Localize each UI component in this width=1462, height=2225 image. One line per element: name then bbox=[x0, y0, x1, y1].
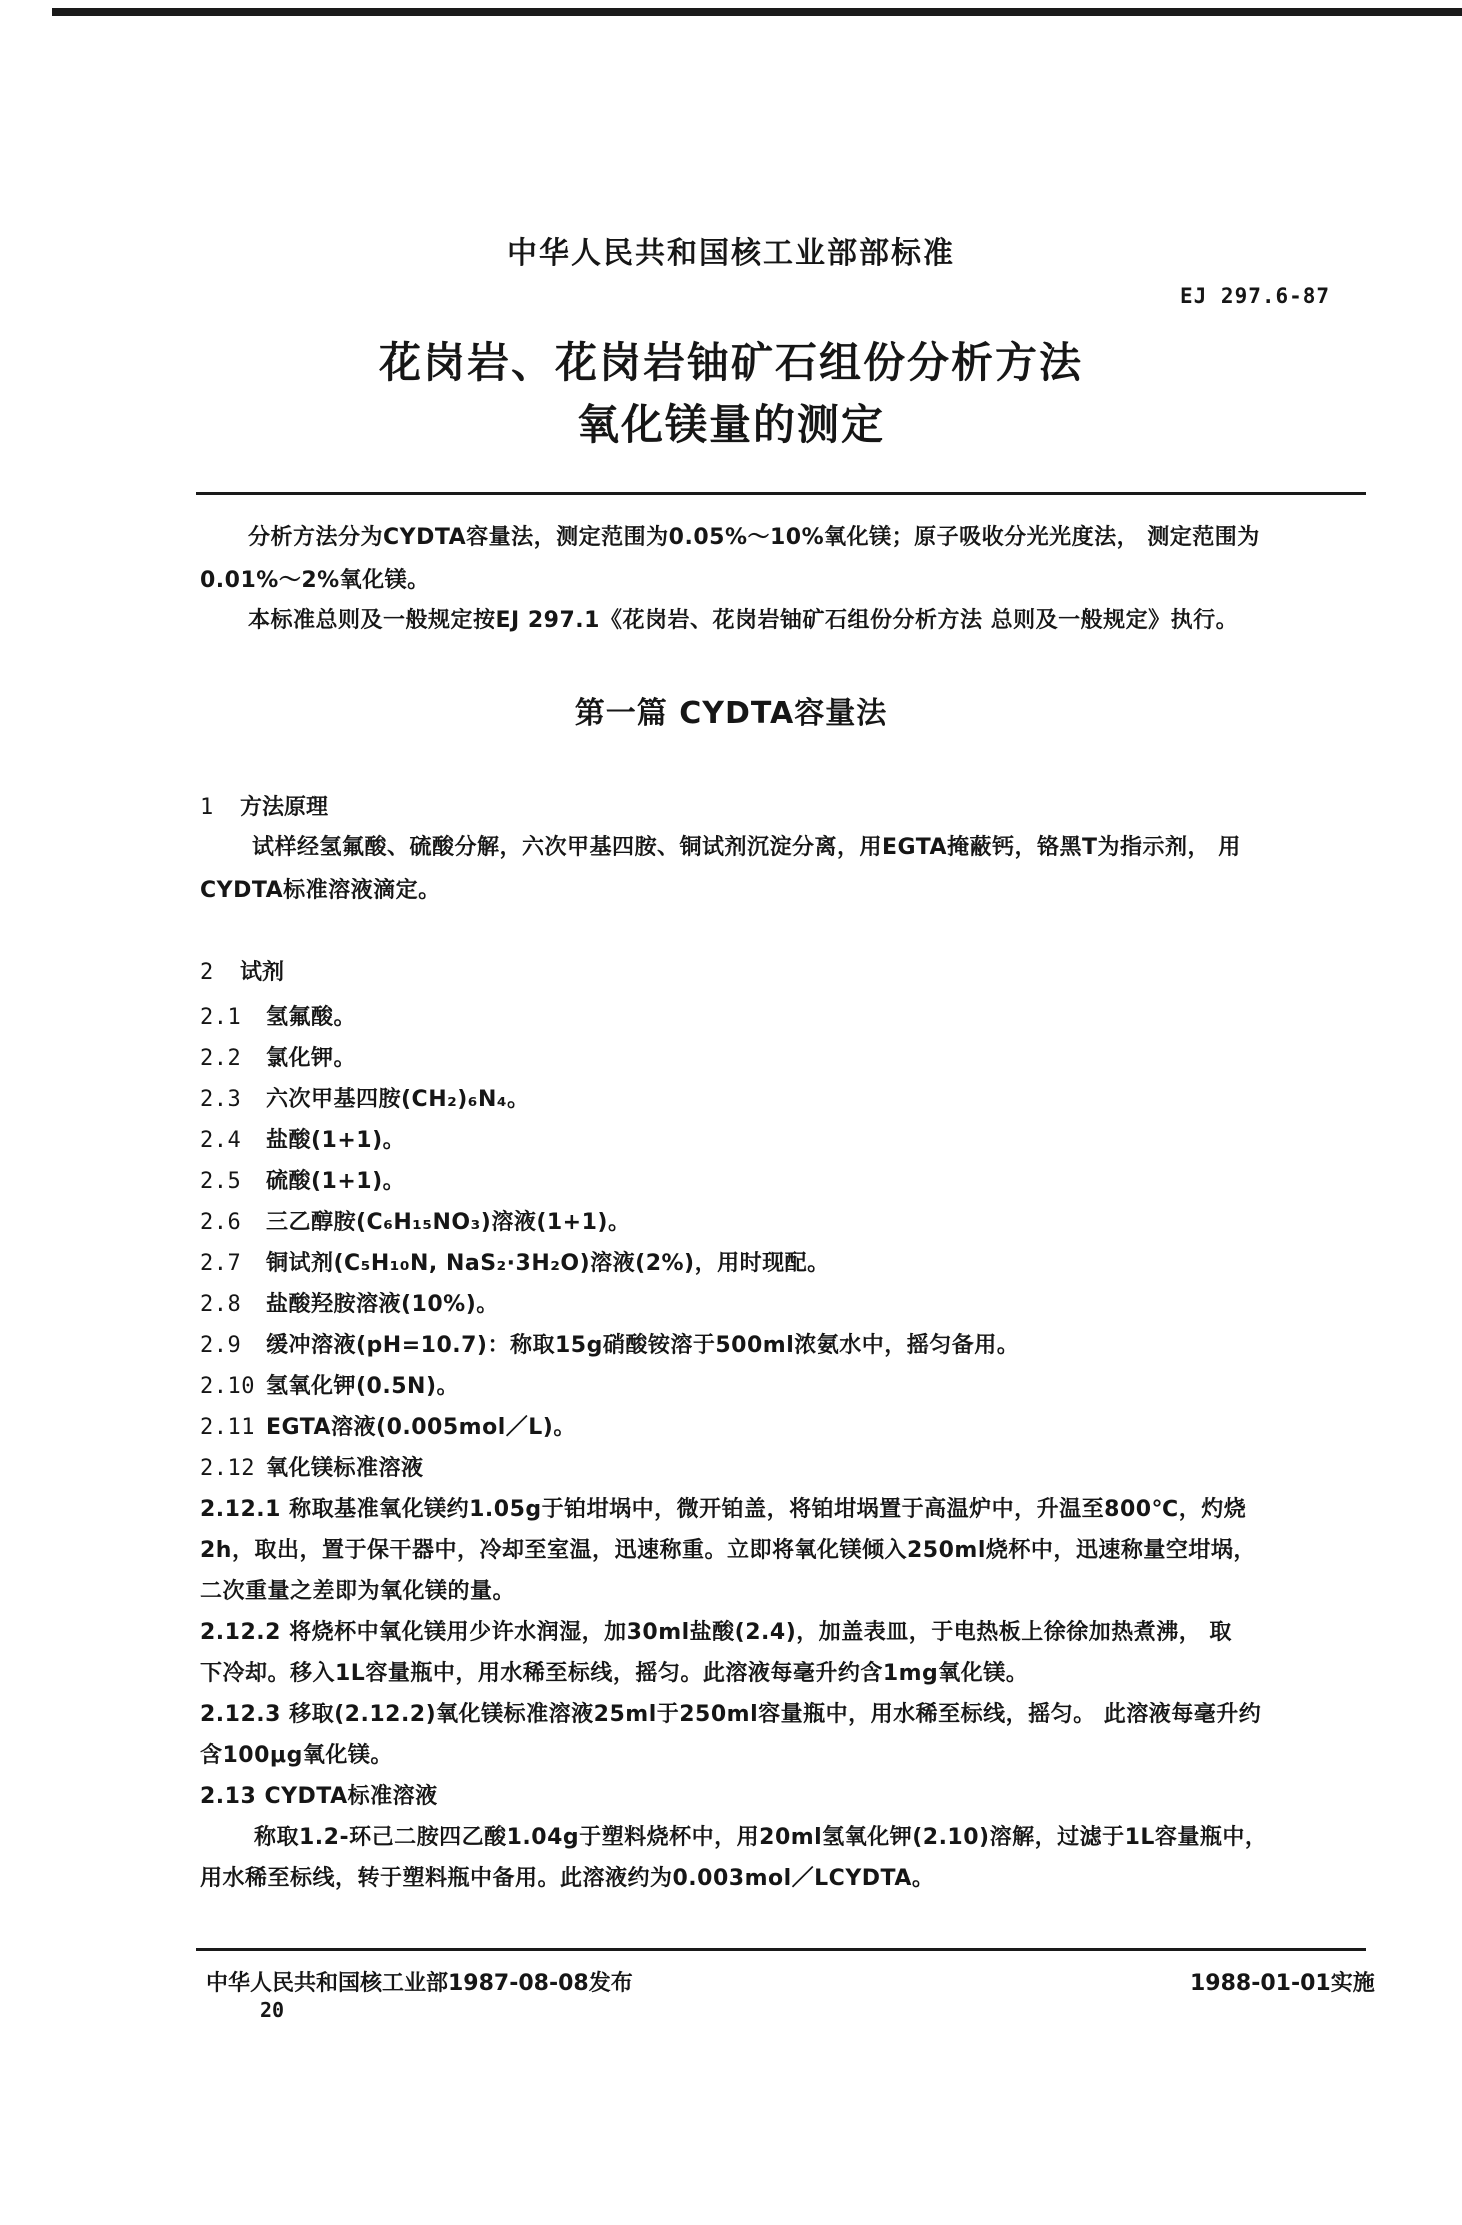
item-text: 硫酸(1+1)。 bbox=[266, 1169, 406, 1194]
issuing-agency: 中华人民共和国核工业部部标准 bbox=[507, 236, 955, 271]
item-text: 三乙醇胺(C₆H₁₅NO₃)溶液(1+1)。 bbox=[266, 1210, 631, 1235]
clause-2-12-3-line-2: 含100μg氧化镁。 bbox=[200, 1743, 393, 1768]
list-item bbox=[200, 1246, 830, 1277]
clause-2-12-2-line-1: 2.12.2 将烧杯中氧化镁用少许水润湿，加30ml盐酸(2.4)，加盖表皿，于电热板上徐徐加热煮沸， 取 bbox=[200, 1620, 1232, 1645]
footer-rule bbox=[196, 1948, 1366, 1951]
section-title: 第一篇 CYDTA容量法 bbox=[574, 696, 888, 731]
list-item bbox=[200, 1369, 459, 1400]
principle-number: 1 bbox=[200, 795, 214, 820]
standard-code: EJ 297.6-87 bbox=[1180, 284, 1331, 308]
clause-2-13-line-1: 称取1.2-环己二胺四乙酸1.04g于塑料烧杯中，用20ml氢氧化钾(2.10)溶解，过滤于1L容量瓶中， bbox=[254, 1825, 1268, 1850]
intro-line-1: 分析方法分为CYDTA容量法，测定范围为0.05%～10%氧化镁；原子吸收分光光度法， 测定范围为 bbox=[248, 525, 1260, 550]
reagents-heading-text: 试剂 bbox=[240, 960, 285, 985]
principle-line-2: CYDTA标准溶液滴定。 bbox=[200, 878, 441, 903]
item-number: 2.10 bbox=[200, 1374, 255, 1399]
item-number: 2.7 bbox=[200, 1251, 242, 1276]
item-text: 氧化镁标准溶液 bbox=[266, 1456, 424, 1481]
item-text: 铜试剂(C₅H₁₀N, NaS₂·3H₂O)溶液(2%)，用时现配。 bbox=[266, 1251, 830, 1276]
list-item bbox=[200, 1000, 356, 1031]
effective-date: 1988-01-01实施 bbox=[1190, 1971, 1375, 1996]
list-item bbox=[200, 1287, 499, 1318]
list-item bbox=[200, 1205, 630, 1236]
item-text: 缓冲溶液(pH=10.7)：称取15g硝酸铵溶于500ml浓氨水中，摇匀备用。 bbox=[266, 1333, 1020, 1358]
clause-2-12-3-line-1: 2.12.3 移取(2.12.2)氧化镁标准溶液25ml于250ml容量瓶中，用水稀至标线，摇匀。 此溶液每毫升约 bbox=[200, 1702, 1262, 1727]
intro-line-3: 本标准总则及一般规定按EJ 297.1《花岗岩、花岗岩铀矿石组份分析方法 总则及一般规定》执行。 bbox=[248, 608, 1239, 633]
list-item bbox=[200, 1451, 424, 1482]
item-text: 氢氧化钾(0.5N)。 bbox=[266, 1374, 459, 1399]
issue-date: 中华人民共和国核工业部1987-08-08发布 bbox=[206, 1971, 633, 1996]
item-number: 2.3 bbox=[200, 1087, 242, 1112]
list-item bbox=[200, 1123, 405, 1154]
item-text: 氢氟酸。 bbox=[266, 1005, 357, 1030]
clause-2-13-line-2: 用水稀至标线，转于塑料瓶中备用。此溶液约为0.003mol／LCYDTA。 bbox=[200, 1866, 935, 1891]
list-item bbox=[200, 1410, 576, 1441]
clause-2-12-1-line-1: 2.12.1 称取基准氧化镁约1.05g于铂坩埚中，微开铂盖，将铂坩埚置于高温炉中，升温至800℃，灼烧 bbox=[200, 1497, 1247, 1522]
clause-2-13-heading: 2.13 CYDTA标准溶液 bbox=[200, 1784, 438, 1809]
item-text: EGTA溶液(0.005mol／L)。 bbox=[266, 1415, 576, 1440]
top-border-rule bbox=[52, 8, 1462, 16]
clause-2-12-1-line-3: 二次重量之差即为氧化镁的量。 bbox=[200, 1579, 516, 1604]
item-number: 2.4 bbox=[200, 1128, 242, 1153]
list-item bbox=[200, 1328, 1019, 1359]
item-number: 2.8 bbox=[200, 1292, 242, 1317]
item-text: 盐酸羟胺溶液(10%)。 bbox=[266, 1292, 499, 1317]
list-item bbox=[200, 1164, 405, 1195]
principle-heading-text: 方法原理 bbox=[240, 795, 329, 820]
item-number: 2.2 bbox=[200, 1046, 242, 1071]
list-item bbox=[200, 1082, 530, 1113]
clause-2-12-2-line-2: 下冷却。移入1L容量瓶中，用水稀至标线，摇匀。此溶液每毫升约含1mg氧化镁。 bbox=[200, 1661, 1029, 1686]
clause-2-12-1-line-2: 2h，取出，置于保干器中，冷却至室温，迅速称重。立即将氧化镁倾入250ml烧杯中，迅速称量空坩埚， bbox=[200, 1538, 1256, 1563]
item-number: 2.12 bbox=[200, 1456, 255, 1481]
item-number: 2.5 bbox=[200, 1169, 242, 1194]
principle-heading bbox=[200, 790, 328, 821]
item-number: 2.11 bbox=[200, 1415, 255, 1440]
document-subtitle: 氧化镁量的测定 bbox=[576, 400, 885, 449]
list-item bbox=[200, 1041, 356, 1072]
page-number: 20 bbox=[260, 1998, 285, 2022]
reagents-heading bbox=[200, 955, 284, 986]
item-text: 盐酸(1+1)。 bbox=[266, 1128, 406, 1153]
item-number: 2.6 bbox=[200, 1210, 242, 1235]
item-number: 2.9 bbox=[200, 1333, 242, 1358]
header-rule bbox=[196, 492, 1366, 495]
intro-line-2: 0.01%～2%氧化镁。 bbox=[200, 568, 430, 593]
principle-line-1: 试样经氢氟酸、硫酸分解，六次甲基四胺、铜试剂沉淀分离，用EGTA掩蔽钙，铬黑T为指示剂， 用 bbox=[252, 835, 1241, 860]
reagents-number: 2 bbox=[200, 960, 214, 985]
document-title: 花岗岩、花岗岩铀矿石组份分析方法 bbox=[378, 338, 1083, 387]
item-text: 六次甲基四胺(CH₂)₆N₄。 bbox=[266, 1087, 530, 1112]
item-number: 2.1 bbox=[200, 1005, 242, 1030]
item-text: 氯化钾。 bbox=[266, 1046, 357, 1071]
